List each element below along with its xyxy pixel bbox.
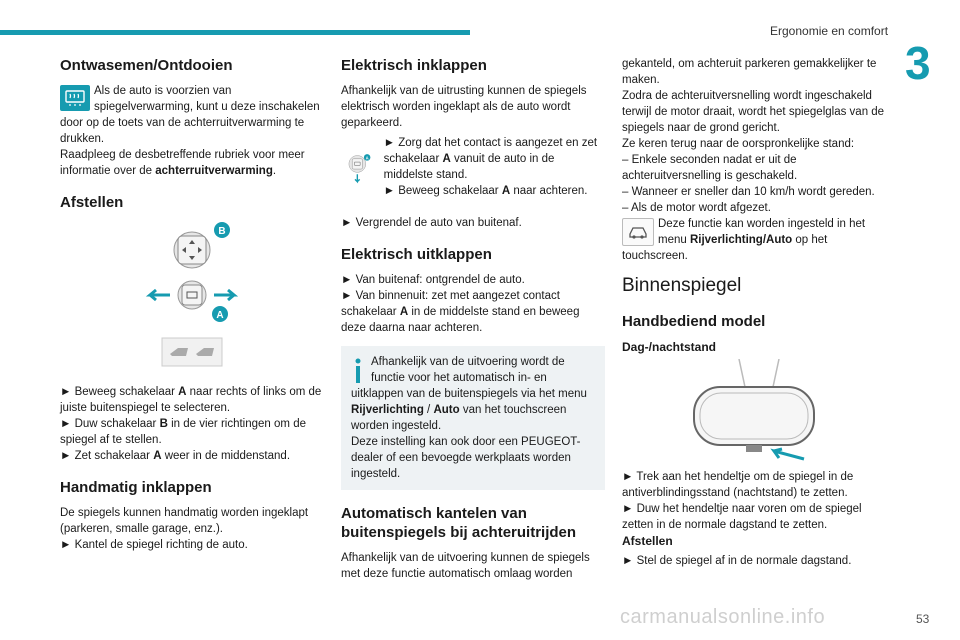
adjust-step-1: ► Beweeg schakelaar A naar rechts of links om de juiste buitenspiegel te selecteren.: [60, 386, 322, 414]
heading-adjust: Afstellen: [60, 194, 124, 211]
heading-electric-unfold: Elektrisch uitklappen: [341, 246, 492, 263]
chapter-number: 3: [905, 37, 931, 89]
day-night-step-1: ► Trek aan het hendeltje om de spiegel in de antiverblindingsstand (nachtstand) te zetten.: [622, 471, 854, 499]
column-3: [622, 56, 886, 569]
column-1: [60, 56, 324, 553]
heading-interior-mirror: Binnenspiegel: [622, 275, 742, 296]
tilt-list-item: – Wanneer er sneller dan 10 km/h wordt gereden.: [622, 186, 875, 198]
electric-fold-step-3: ► Vergrendel de auto van buitenaf.: [341, 217, 522, 229]
heading-manual-fold: Handmatig inklappen: [60, 479, 212, 496]
heading-auto-tilt: Automatisch kantelen van buitenspiegels bij achteruitrijden: [341, 505, 577, 541]
electric-fold-intro: Afhankelijk van de uitrusting kunnen de spiegels elektrisch worden ingeklapt als de auto wordt geparkeerd.: [341, 85, 587, 129]
info-icon: [351, 358, 365, 384]
mirror-switch-icon: [92, 220, 292, 370]
adjust-step-3: ► Zet schakelaar A weer in de middenstand.: [60, 450, 291, 462]
heading-manual-model: Handbediend model: [622, 313, 766, 330]
heading-day-night: Dag-/nachtstand: [622, 340, 717, 354]
adjust-interior-step: ► Stel de spiegel af in de normale dagstand.: [622, 555, 852, 567]
column-2: [341, 56, 605, 582]
watermark: carmanualsonline.info: [620, 606, 826, 628]
heading-electric-fold: Elektrisch inklappen: [341, 57, 487, 74]
svg-text:B: B: [218, 226, 226, 237]
interior-mirror-icon: [654, 359, 854, 469]
electric-fold-figure-row: [341, 135, 605, 205]
day-night-step-2: ► Duw het hendeltje naar voren om de spiegel zetten in de normale dagstand te zetten.: [622, 503, 862, 531]
touchscreen-note: Deze functie kan worden ingesteld in het menu Rijverlichting/Auto op het touchscreen.: [622, 218, 866, 262]
tilt-list-item: – Als de motor wordt afgezet.: [622, 202, 771, 214]
defog-paragraph: Als de auto is voorzien van spiegelverwarming, kunt u deze inschakelen door op de toets van de achterruitverwarming te drukken. Raadpleeg de desbetreffende rubriek voor meer informatie over de achterruitverwarming.: [60, 85, 320, 177]
page-number: 53: [916, 612, 930, 626]
electric-fold-step-2: ► Beweeg schakelaar A naar achteren.: [383, 185, 588, 197]
info-note: Afhankelijk van de uitvoering wordt de functie voor het automatisch in- en uitklappen van de buitenspiegels via het menu Rijverlichting / Auto van het touchscreen worden ingesteld. Deze instelling kan ook door een PEUGEOT-dealer of een bevoegde werkplaats worden ingesteld.: [341, 346, 605, 490]
manual-fold-step: ► Kantel de spiegel richting de auto.: [60, 539, 248, 551]
auto-tilt-text: Afhankelijk van de uitvoering kunnen de spiegels met deze functie automatisch omlaag worden: [341, 552, 590, 580]
tilt-cont-1: gekanteld, om achteruit parkeren gemakkelijker te maken.: [622, 58, 877, 86]
electric-fold-step-1: ► Zorg dat het contact is aangezet en zet schakelaar A vanuit de auto in de middelste stand.: [383, 137, 598, 181]
heading-adjust-interior: Afstellen: [622, 534, 673, 548]
svg-text:A: A: [365, 155, 369, 161]
car-icon: [622, 218, 654, 246]
running-header: Ergonomie en comfort: [770, 24, 889, 38]
tilt-cont-2: Zodra de achteruitversnelling wordt ingeschakeld terwijl de motor draait, wordt het spiegelglas van de spiegels naar de grond gericht.: [622, 90, 885, 134]
electric-unfold-step-1: ► Van buitenaf: ontgrendel de auto.: [341, 274, 525, 286]
electric-unfold-step-2: ► Van binnenuit: zet met aangezet contact schakelaar A in de middelste stand en beweeg deze daarna naar achteren.: [341, 290, 580, 334]
svg-text:A: A: [216, 310, 224, 321]
heading-defog: Ontwasemen/Ontdooien: [60, 57, 233, 74]
tilt-cont-3: Ze keren terug naar de oorspronkelijke stand:: [622, 138, 855, 150]
adjust-step-2: ► Duw schakelaar B in de vier richtingen om de spiegel af te stellen.: [60, 418, 306, 446]
tilt-list-item: – Enkele seconden nadat er uit de achteruitversnelling is geschakeld.: [622, 154, 798, 182]
rear-defrost-icon: [60, 85, 90, 111]
header-accent-bar: [0, 30, 470, 35]
mirror-switch-fold-icon: [341, 135, 374, 205]
manual-fold-text: De spiegels kunnen handmatig worden ingeklapt (parkeren, smalle garage, enz.).: [60, 507, 309, 535]
